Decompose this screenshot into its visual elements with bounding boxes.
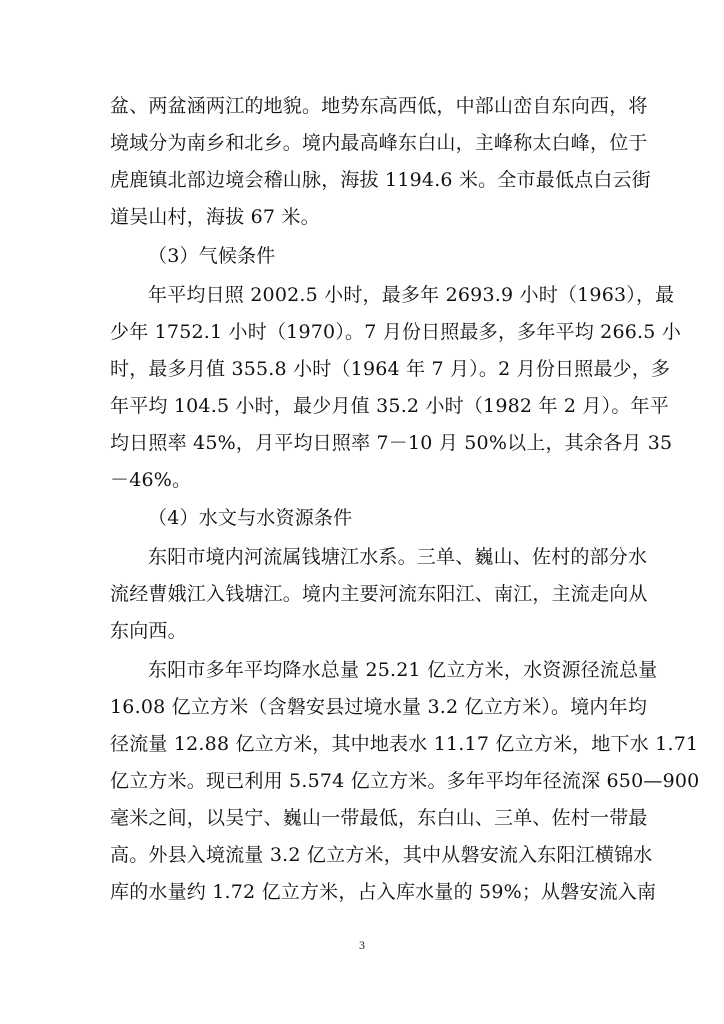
body-line-17: 16.08 亿立方米（含磐安县过境水量 3.2 亿立方米）。境内年均: [110, 696, 648, 718]
body-line-21: 高。外县入境流量 3.2 亿立方米，其中从磐安流入东阳江横锦水: [110, 844, 653, 866]
page-number: 3: [359, 938, 365, 952]
body-line-11: －46%。: [110, 469, 192, 491]
body-line-14: 流经曹娥江入钱塘江。境内主要河流东阳江、南江，主流走向从: [110, 583, 648, 605]
body-line-2: 境域分为南乡和北乡。境内最高峰东白山，主峰称太白峰，位于: [110, 132, 648, 154]
body-line-10: 均日照率 45%，月平均日照率 7－10 月 50%以上，其余各月 35: [110, 432, 673, 454]
body-line-9: 年平均 104.5 小时，最少月值 35.2 小时（1982 年 2 月）。年平: [110, 395, 669, 417]
body-line-6: 年平均日照 2002.5 小时，最多年 2693.9 小时（1963），最: [148, 284, 675, 306]
body-line-22: 库的水量约 1.72 亿立方米，占入库水量的 59%；从磐安流入南: [110, 881, 657, 903]
body-line-15: 东向西。: [110, 620, 187, 642]
body-line-19: 亿立方米。现已利用 5.574 亿立方米。多年平均年径流深 650—900: [110, 770, 700, 792]
body-line-16: 东阳市多年平均降水总量 25.21 亿立方米，水资源径流总量: [148, 659, 658, 681]
body-line-4: 道吴山村，海拔 67 米。: [110, 206, 320, 228]
body-line-7: 少年 1752.1 小时（1970）。7 月份日照最多，多年平均 266.5 小: [110, 321, 682, 343]
body-line-18: 径流量 12.88 亿立方米，其中地表水 11.17 亿立方米，地下水 1.71: [110, 733, 699, 755]
body-line-8: 时，最多月值 355.8 小时（1964 年 7 月）。2 月份日照最少，多: [110, 358, 671, 380]
body-line-20: 毫米之间，以吴宁、巍山一带最低，东白山、三单、佐村一带最: [110, 807, 648, 829]
section-heading-climate: （3）气候条件: [148, 245, 276, 267]
section-heading-hydrology: （4）水文与水资源条件: [148, 507, 353, 529]
body-line-1: 盆、两盆涵两江的地貌。地势东高西低，中部山峦自东向西，将: [110, 95, 648, 117]
body-line-13: 东阳市境内河流属钱塘江水系。三单、巍山、佐村的部分水: [148, 546, 648, 568]
body-line-3: 虎鹿镇北部边境会稽山脉，海拔 1194.6 米。全市最低点白云街: [110, 169, 651, 191]
